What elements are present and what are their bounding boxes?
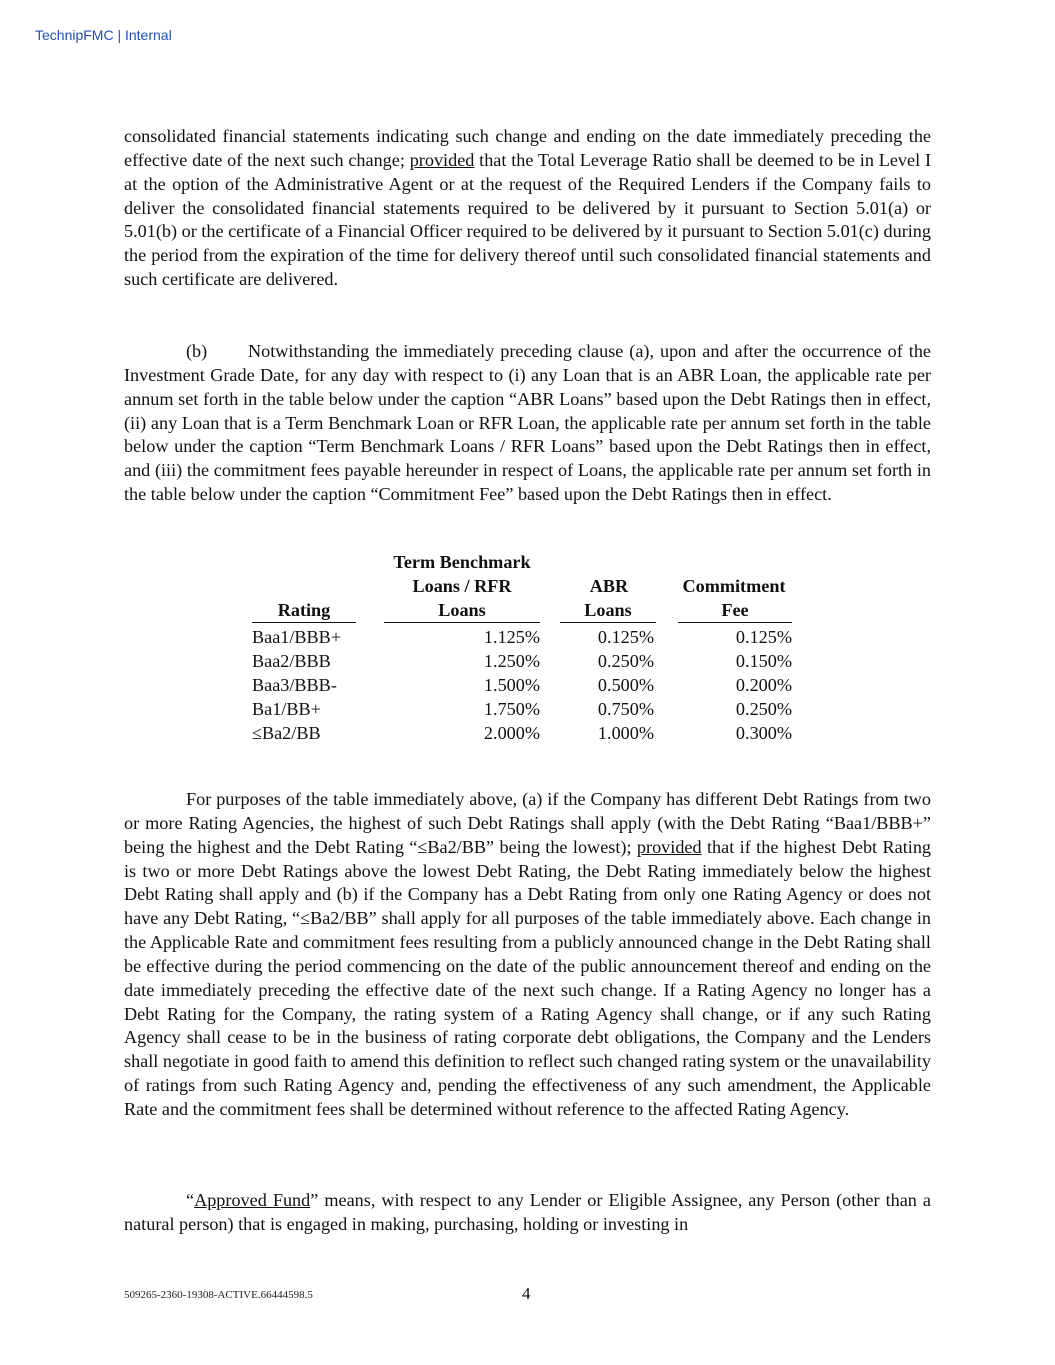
defined-term: Approved Fund (194, 1190, 311, 1210)
classification-label: TechnipFMC | Internal (35, 27, 172, 43)
abr-rate-cell: 0.125% (597, 627, 654, 647)
table-row (252, 625, 804, 649)
term-benchmark-rate-cell: 1.750% (483, 699, 540, 719)
commitment-fee-cell: 0.300% (735, 723, 792, 743)
term-benchmark-rate-cell: 1.125% (483, 627, 540, 647)
rating-cell: ≤Ba2/BB (252, 723, 321, 743)
paragraph-text: ” means, with respect to any Lender or Eligible Assignee, any Person (other than a natural person) that is engaged in making, purchasing, holding or investing in (124, 1190, 931, 1234)
abr-rate-cell: 0.750% (597, 699, 654, 719)
header-rating: Rating (252, 550, 370, 625)
paragraph-approved-fund (124, 1189, 931, 1237)
paragraph-text: consolidated financial statements indicating such change and ending on the date immediately preceding the effective date of the next such change; (124, 126, 931, 170)
page-number: 4 (522, 1284, 531, 1303)
provided-term: provided (636, 836, 702, 857)
header-abr-loans: ABR Loans (554, 550, 664, 625)
paragraph-text: that the Total Leverage Ratio shall be deemed to be in Level I at the option of the Administrative Agent or at the request of the Required Lenders if the Company fails to deliver the consolidated financial statements required to be delivered by it pursuant to Section 5.01(a) or 5.01(b) or the certificate of a Financial Officer required to be delivered by it pursuant to Section 5.01(c) during the period from the expiration of the time for delivery thereof until such consolidated financial statements and such certificate are delivered. (124, 149, 931, 290)
table-row (252, 697, 804, 721)
provided-term: provided (409, 149, 475, 170)
commitment-fee-cell: 0.150% (735, 651, 792, 671)
rating-cell: Ba1/BB+ (252, 699, 321, 719)
rating-cell: Baa2/BBB (252, 651, 331, 671)
table-row (252, 721, 804, 745)
commitment-fee-cell: 0.250% (735, 699, 792, 719)
header-term-benchmark: Term Benchmark Loans / RFR Loans (370, 550, 554, 625)
commitment-fee-cell: 0.200% (735, 675, 792, 695)
paragraph-text: For purposes of the table immediately above, (a) if the Company has different Debt Ratings from two or more Rating Agencies, the highest of such Debt Ratings shall apply (with the Debt Rating “Baa1/BBB+” being the highest and the Debt Rating “≤Ba2/BB” being the lowest); (124, 789, 931, 857)
clause-label: (b) (186, 341, 208, 361)
abr-rate-cell: 1.000% (597, 723, 654, 743)
open-quote: “ (186, 1190, 195, 1210)
rating-cell: Baa3/BBB- (252, 675, 337, 695)
paragraph-continuation (124, 125, 931, 292)
term-benchmark-rate-cell: 1.500% (483, 675, 540, 695)
term-benchmark-rate-cell: 2.000% (483, 723, 540, 743)
abr-rate-cell: 0.250% (597, 651, 654, 671)
document-id: 509265-2360-19308-ACTIVE.66444598.5 (124, 1289, 313, 1301)
header-commitment-fee: Commitment Fee (664, 550, 804, 625)
abr-rate-cell: 0.500% (597, 675, 654, 695)
paragraph-text: that if the highest Debt Rating is two or more Debt Ratings above the lowest Debt Rating, the Debt Rating immediately below the highest Debt Rating shall apply and (b) if the Company has a Debt Rating from only one Rating Agency or does not have any Debt Rating, “≤Ba2/BB” shall apply for all purposes of the table immediately above. Each change in the Applicable Rate and commitment fees resulting from a publicly announced change in the Debt Rating shall be effective during the period commencing on the date of the public announcement thereof and ending on the date immediately preceding the effective date of the next such change. If a Rating Agency no longer has a Debt Rating for the Company, the rating system of a Rating Agency shall change, or if any such Rating Agency shall cease to be in the business of rating corporate debt obligations, the Company and the Lenders shall negotiate in good faith to amend this definition to reflect such changed rating system or the unavailability of ratings from such Rating Agency and, pending the effectiveness of any such amendment, the Applicable Rate and the commitment fees shall be determined without reference to the affected Rating Agency. (124, 836, 932, 1119)
paragraph-clause-b (124, 340, 931, 507)
term-benchmark-rate-cell: 1.250% (483, 651, 540, 671)
table-row (252, 649, 804, 673)
table-row (252, 673, 804, 697)
commitment-fee-cell: 0.125% (735, 627, 792, 647)
rating-rate-table (252, 550, 804, 745)
paragraph-table-purposes (124, 788, 931, 1122)
paragraph-text: Notwithstanding the immediately preceding clause (a), upon and after the occurrence of the Investment Grade Date, for any day with respect to (i) any Loan that is an ABR Loan, the applicable rate per annum set forth in the table below under the caption “ABR Loans” based upon the Debt Ratings then in effect, (ii) any Loan that is a Term Benchmark Loan or RFR Loan, the applicable rate per annum set forth in the table below under the caption “Term Benchmark Loans / RFR Loans” based upon the Debt Ratings then in effect, and (iii) the commitment fees payable hereunder in respect of Loans, the applicable rate per annum set forth in the table below under the caption “Commitment Fee” based upon the Debt Ratings then in effect. (124, 341, 931, 505)
rating-cell: Baa1/BBB+ (252, 627, 342, 647)
